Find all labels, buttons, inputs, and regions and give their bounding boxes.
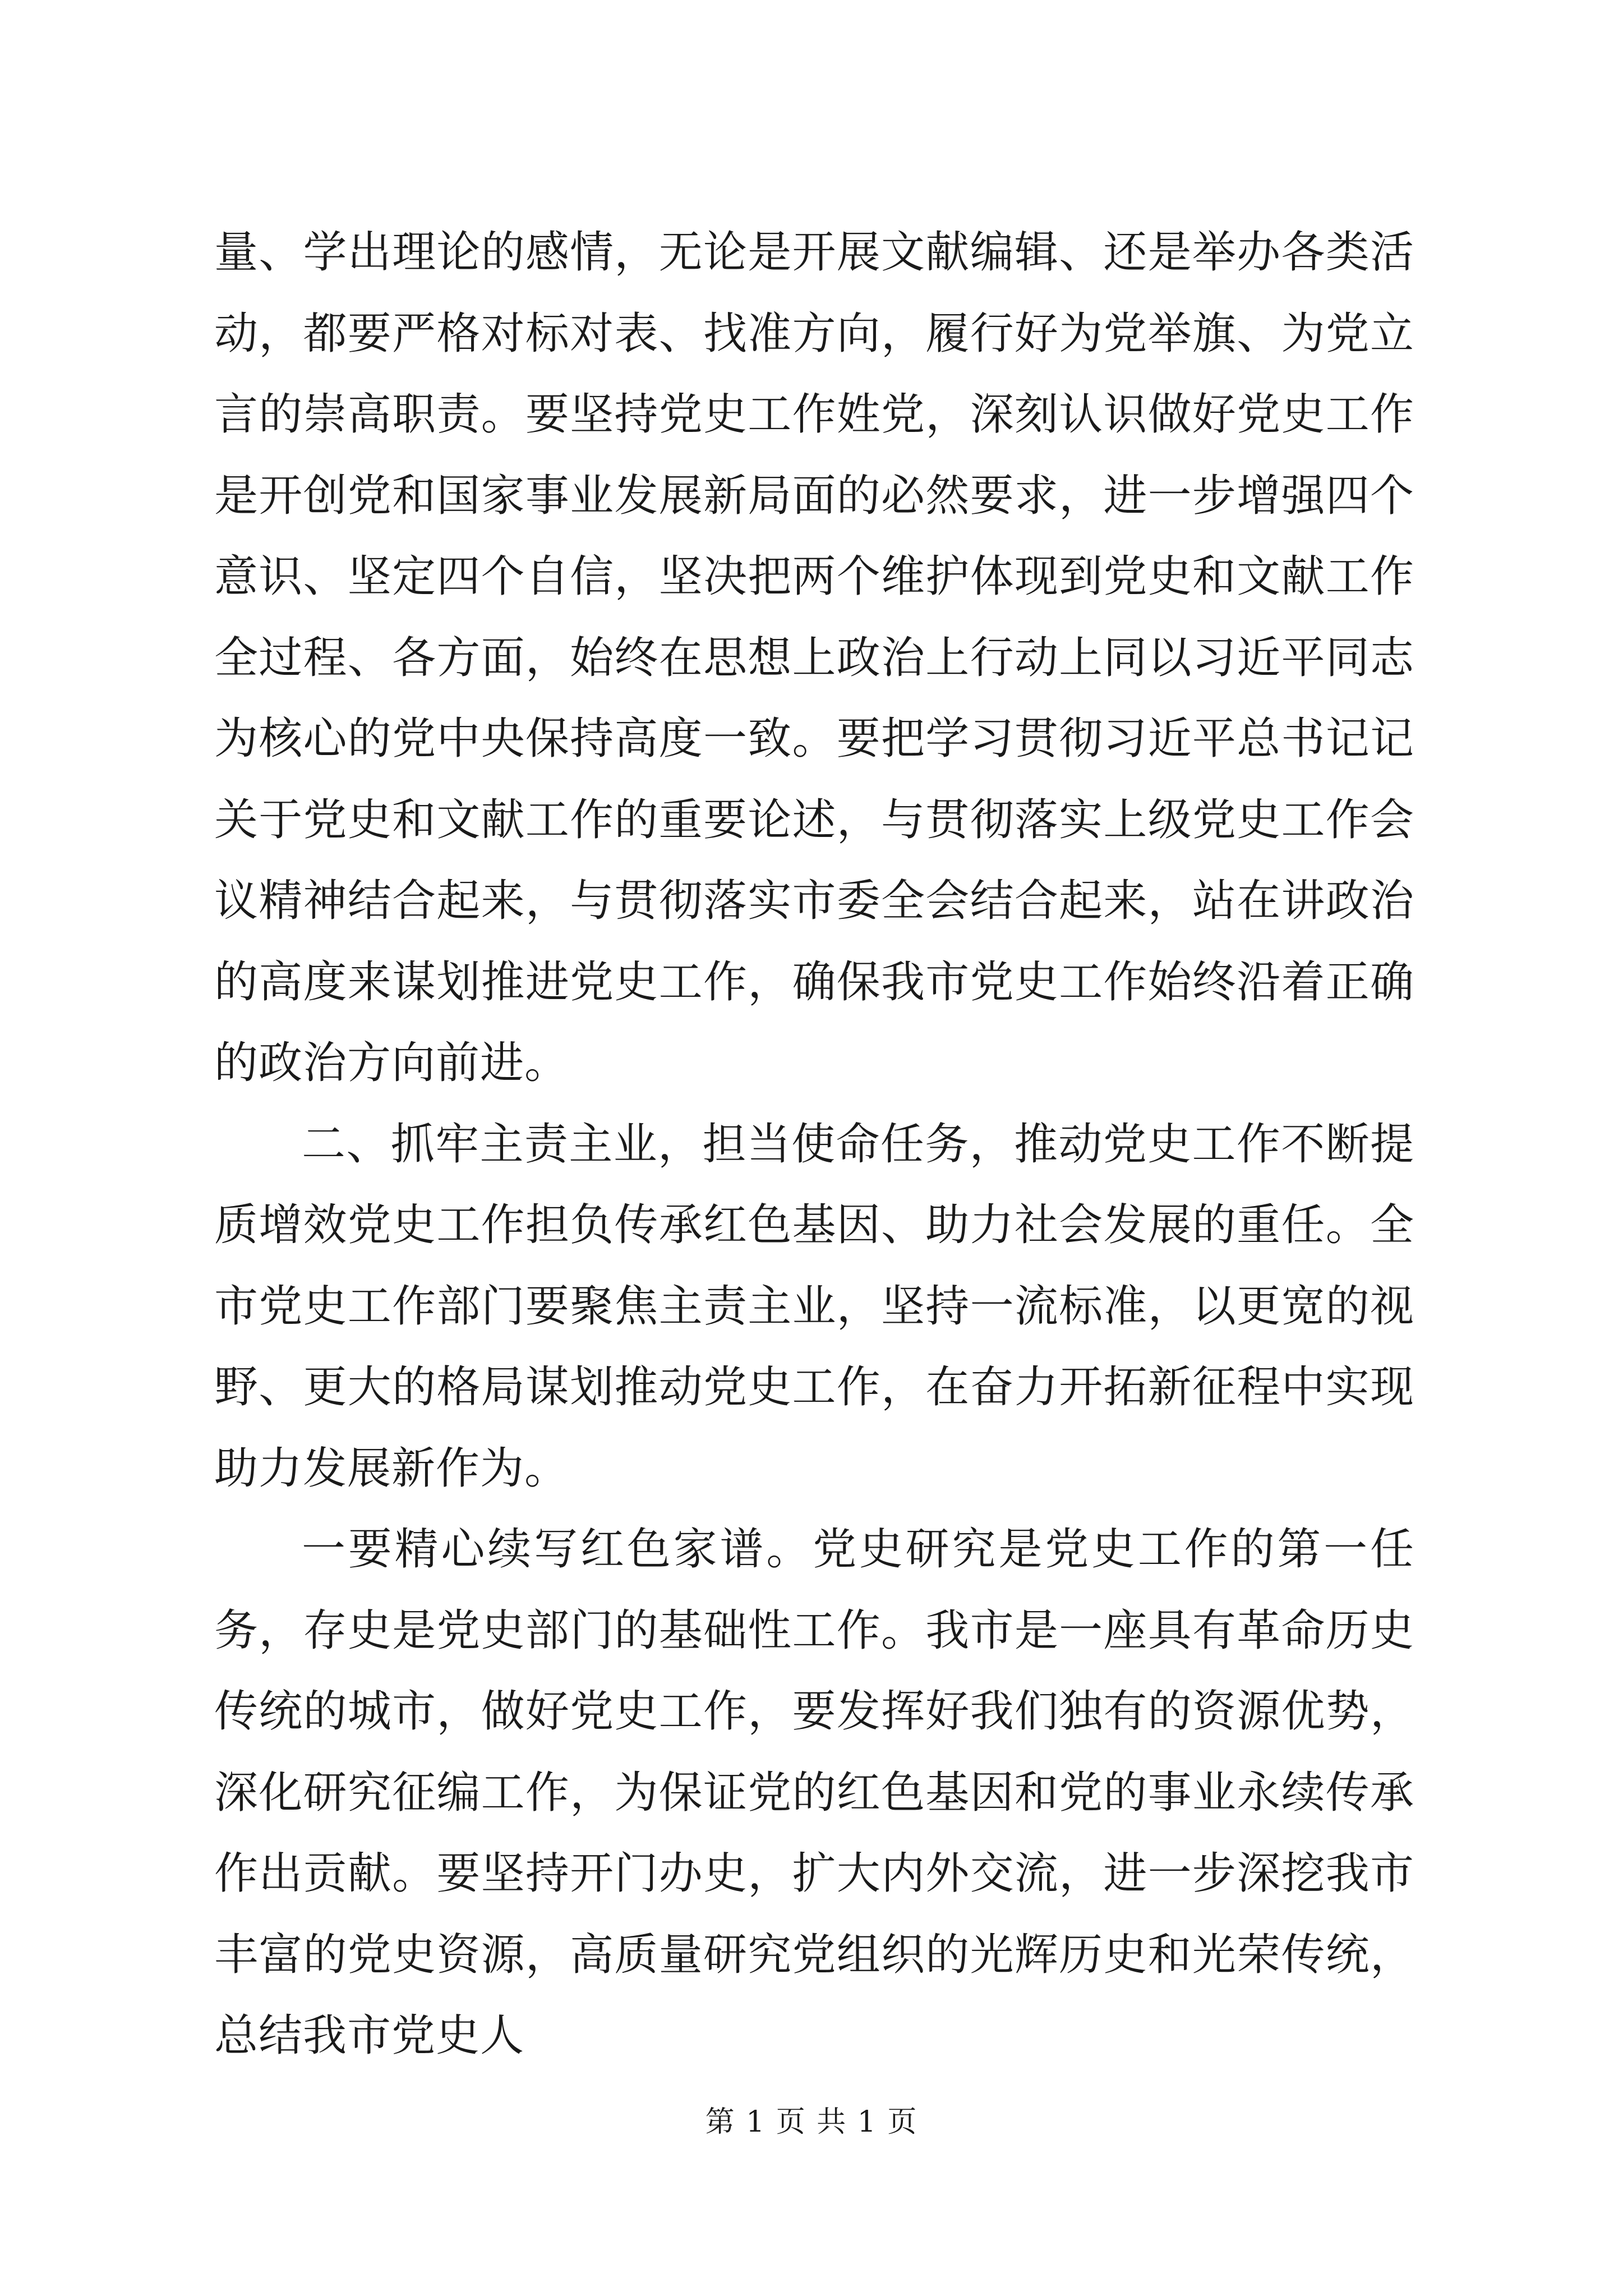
document-body: [214, 212, 1414, 2077]
page-footer: 第 1 页 共 1 页: [705, 2105, 918, 2139]
paragraph-red-genealogy: 一要精心续写红色家谱。党史研究是党史工作的第一任务，存史是党史部门的基础性工作。我市是一座具有革命历史传统的城市，做好党史工作，要发挥好我们独有的资源优势，深化研究征编工作，为保证党的红色基因和党的事业永续传承作出贡献。要坚持开门办史，扩大内外交流，进一步深挖我市丰富的党史资源，高质量研究党组织的光辉历史和光荣传统，总结我市党史人: [214, 1524, 1414, 2061]
paragraph-continuation: 量、学出理论的感情，无论是开展文献编辑、还是举办各类活动，都要严格对标对表、找准方向，履行好为党举旗、为党立言的崇高职责。要坚持党史工作姓党，深刻认识做好党史工作是开创党和国家事业发展新局面的必然要求，进一步增强四个意识、坚定四个自信，坚决把两个维护体现到党史和文献工作全过程、各方面，始终在思想上政治上行动上同以习近平同志为核心的党中央保持高度一致。要把学习贯彻习近平总书记记关于党史和文献工作的重要论述，与贯彻落实上级党史工作会议精神结合起来，与贯彻落实市委全会结合起来，站在讲政治的高度来谋划推进党史工作，确保我市党史工作始终沿着正确的政治方向前进。: [214, 227, 1414, 1088]
paragraph-section-two: 二、抓牢主责主业，担当使命任务，推动党史工作不断提质增效党史工作担负传承红色基因、助力社会发展的重任。全市党史工作部门要聚焦主责主业，坚持一流标准，以更宽的视野、更大的格局谋划推动党史工作，在奋力开拓新征程中实现助力发展新作为。: [214, 1119, 1414, 1494]
